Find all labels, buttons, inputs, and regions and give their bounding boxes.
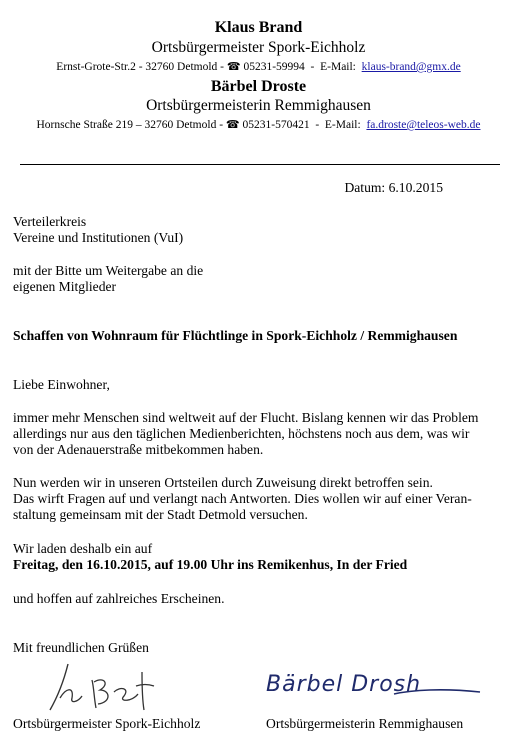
paragraph-2-line-1: Nun werden wir in unseren Ortsteilen durch Zuweisung direkt betroffen sein. (13, 475, 433, 490)
sender1-address: Ernst-Grote-Str.2 - 32760 Detmold - (56, 61, 227, 73)
paragraph-1-line-2: allerdings nur aus den täglichen Medienberichten, höchstens noch aus dem, was wir (13, 426, 470, 441)
letter-date: Datum: 6.10.2015 (344, 180, 443, 195)
recipient-line-1: Verteilerkreis (13, 214, 87, 229)
recipient-line-2: Vereine und Institutionen (VuI) (13, 230, 184, 245)
sender2-contact (0, 118, 517, 131)
sender2-address: Hornsche Straße 219 – 32760 Detmold - (36, 119, 226, 131)
paragraph-1-line-3: von der Adenauerstraße mitbekommen haben. (13, 442, 264, 457)
greeting: Mit freundlichen Grüßen (13, 640, 149, 655)
sender1-name: Klaus Brand (214, 19, 303, 36)
subject-line: Schaffen von Wohnraum für Flüchtlinge in Spork-Eichholz / Remmighausen (13, 328, 458, 343)
sender1-contact (0, 60, 517, 73)
sender2-email-label: - E-Mail: (309, 119, 367, 131)
sender2-phone: 05231-570421 (242, 119, 310, 131)
signature-left (38, 658, 158, 714)
signature-right: Bärbel Drosh (266, 672, 422, 697)
sender2-email-link[interactable]: fa.droste@teleos-web.de (366, 119, 481, 131)
invite-line: Wir laden deshalb ein auf (13, 541, 153, 556)
telephone-icon: ☎ (226, 61, 241, 73)
salutation: Liebe Einwohner, (13, 377, 110, 392)
paragraph-2-line-2: Das wirft Fragen auf und verlangt nach Antworten. Dies wollen wir auf einer Veran- (13, 491, 472, 506)
paragraph-2-line-3: staltung gemeinsam mit der Stadt Detmold versuchen. (13, 507, 308, 522)
sender2-name: Bärbel Droste (210, 78, 307, 95)
forward-note-line-2: eigenen Mitglieder (13, 279, 117, 294)
closing-hope: und hoffen auf zahlreiches Erscheinen. (13, 591, 225, 606)
sender2-role: Ortsbürgermeisterin Remmighausen (146, 97, 371, 114)
signature-title-right: Ortsbürgermeisterin Remmighausen (266, 716, 464, 731)
signature-title-left: Ortsbürgermeister Spork-Eichholz (13, 716, 201, 731)
sender1-email-label: - E-Mail: (304, 61, 362, 73)
sender1-email-link[interactable]: klaus-brand@gmx.de (361, 61, 461, 73)
signature-right-flourish (392, 684, 482, 698)
paragraph-1-line-1: immer mehr Menschen sind weltweit auf der Flucht. Bislang kennen wir das Problem (13, 410, 479, 425)
forward-note-line-1: mit der Bitte um Weitergabe an die (13, 263, 204, 278)
letterhead-divider (20, 164, 500, 165)
telephone-icon: ☎ (225, 119, 240, 131)
sender1-role: Ortsbürgermeister Spork-Eichholz (151, 39, 366, 56)
sender1-phone: 05231-59994 (243, 61, 305, 73)
event-line: Freitag, den 16.10.2015, auf 19.00 Uhr ins Remikenhus, In der Fried (13, 557, 408, 572)
